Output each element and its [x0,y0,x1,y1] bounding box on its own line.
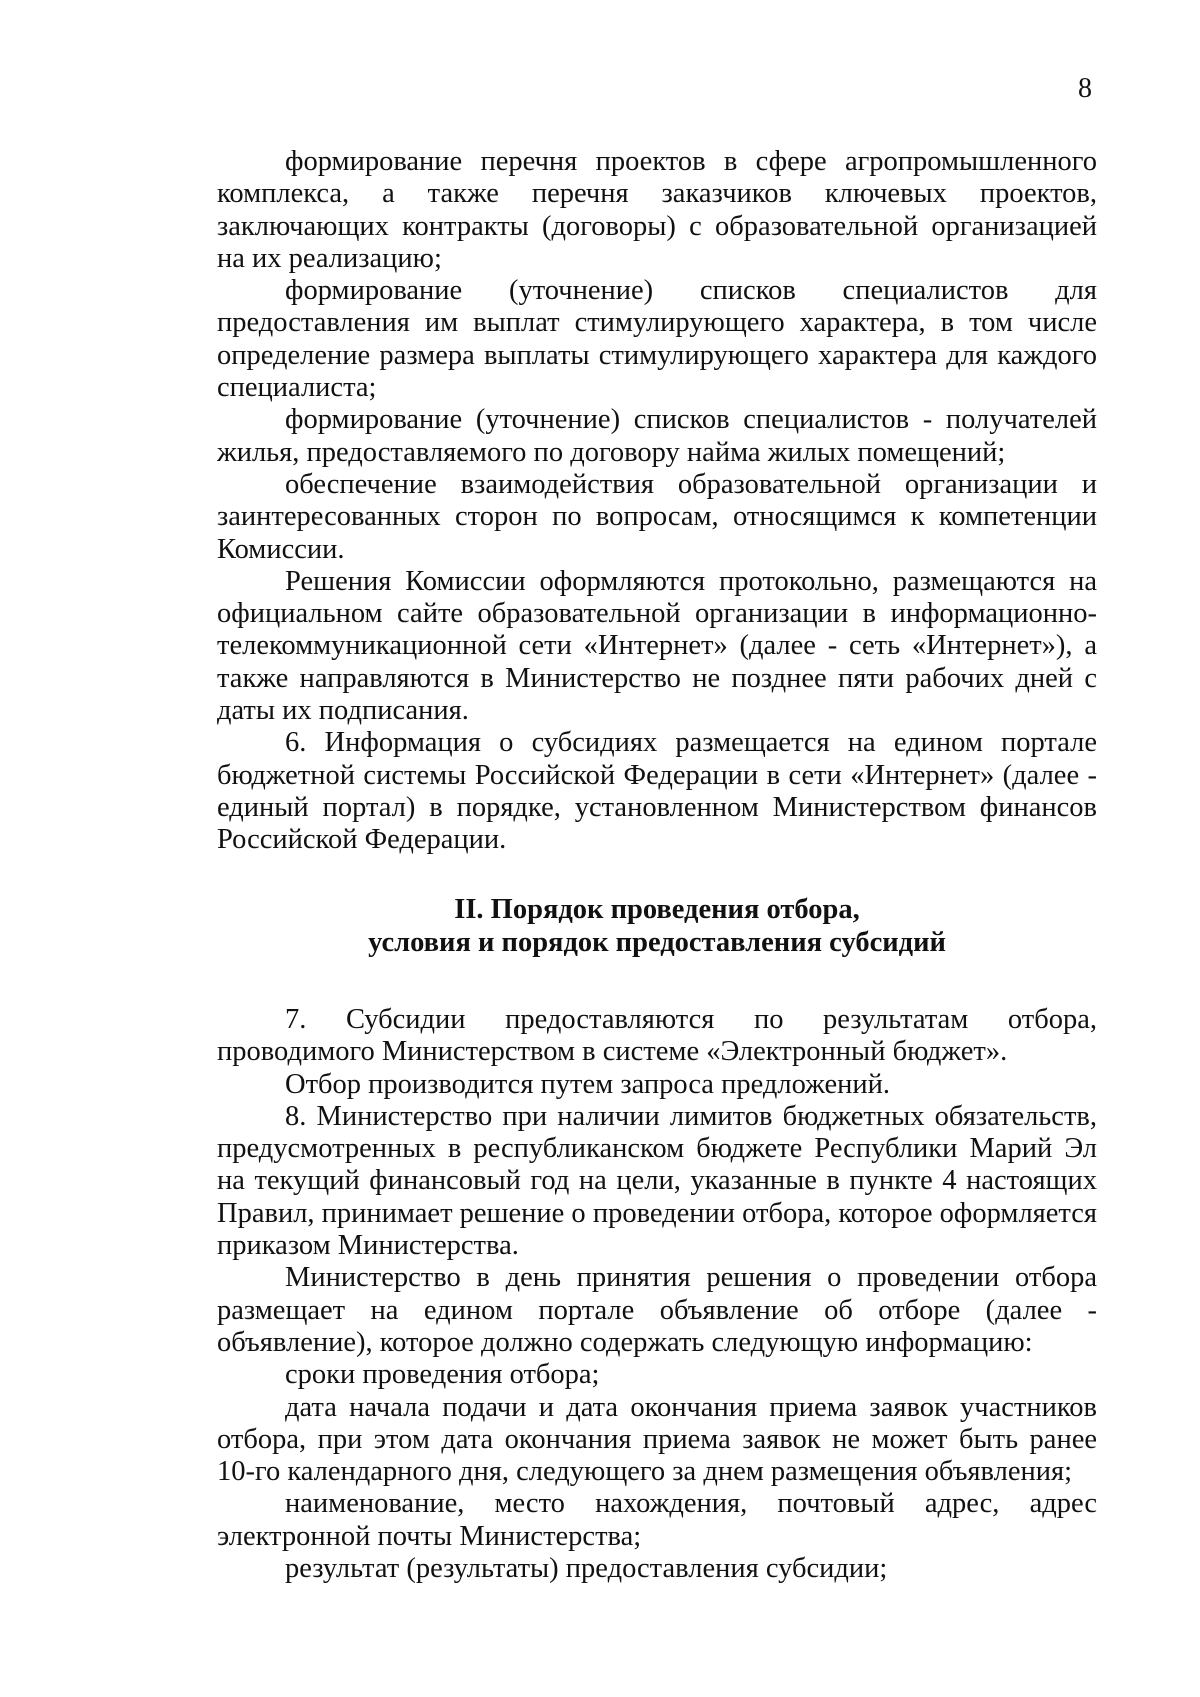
body-text-bottom [217,1004,1097,1585]
body-text-top [217,146,1097,857]
paragraph: результат (результаты) предоставления субсидии; [285,1553,888,1585]
paragraph: Решения Комиссии оформляются протокольно, размещаются на официальном сайте образовательной организации в информационно-телекоммуникационной сети «Интернет» (далее - сеть «Интернет»), а также направляются в Министерство не позднее пяти рабочих дней с даты их подписания. [217,565,1097,727]
section-heading-line: условия и порядок предоставления субсидий [368,927,946,958]
paragraph: формирование (уточнение) списков специалистов для предоставления им выплат стимулирующего характера, в том числе определение размера выплаты стимулирующего характера для каждого специалиста; [217,275,1097,404]
paragraph: обеспечение взаимодействия образовательной организации и заинтересованных сторон по вопросам, относящимся к компетенции Комиссии. [217,468,1097,565]
paragraph: дата начала подачи и дата окончания приема заявок участников отбора, при этом дата окончания приема заявок не может быть ранее 10-го календарного дня, следующего за днем размещения объявления; [217,1391,1097,1488]
paragraph: формирование перечня проектов в сфере агропромышленного комплекса, а также перечня заказчиков ключевых проектов, заключающих контракты (договоры) с образовательной организацией на их реализацию; [217,146,1097,274]
section-heading-line: II. Порядок проведения отбора, [454,894,860,925]
paragraph: 8. Министерство при наличии лимитов бюджетных обязательств, предусмотренных в республиканском бюджете Республики Марий Эл на текущий финансовый год на цели, указанные в пункте 4 настоящих Правил, принимает решение о проведении отбора, которое оформляется приказом Министерства. [217,1100,1097,1262]
paragraph: Отбор производится путем запроса предложений. [285,1068,890,1100]
paragraph: формирование (уточнение) списков специалистов - получателей жилья, предоставляемого по договору найма жилых помещений; [217,404,1097,468]
paragraph: наименование, место нахождения, почтовый адрес, адрес электронной почты Министерства; [217,1488,1097,1552]
paragraph: Министерство в день принятия решения о проведении отбора размещает на едином портале объявление об отборе (далее - объявление), которое должно содержать следующую информацию: [217,1262,1097,1358]
paragraph: 7. Субсидии предоставляются по результатам отбора, проводимого Министерством в системе «Электронный бюджет». [217,1004,1097,1068]
paragraph: 6. Информация о субсидиях размещается на едином портале бюджетной системы Российской Федерации в сети «Интернет» (далее - единый портал) в порядке, установленном Министерством финансов Российской Федерации. [217,727,1097,856]
section-heading [217,893,1097,959]
page-number: 8 [1078,73,1092,104]
paragraph: сроки проведения отбора; [285,1359,600,1391]
